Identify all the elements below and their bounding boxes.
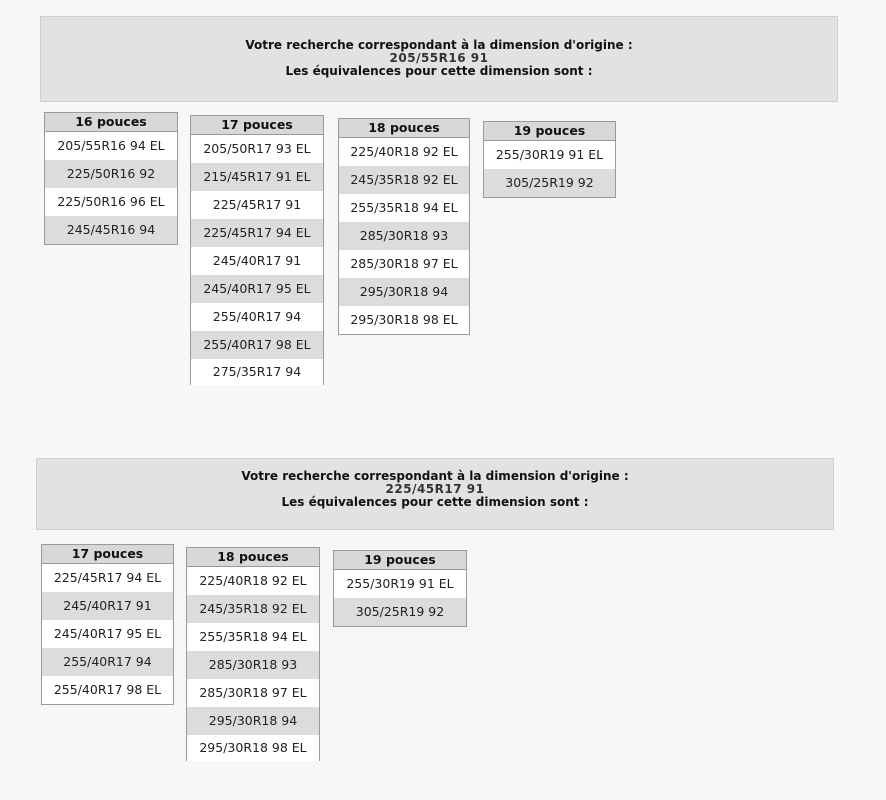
size-row: 295/30R18 94 xyxy=(339,278,469,306)
size-row: 245/40R17 91 xyxy=(212,253,302,268)
size-row: 255/30R19 91 EL xyxy=(495,147,604,162)
column-header: 16 pouces xyxy=(45,113,177,132)
size-column-16 xyxy=(44,112,178,245)
banner-intro: Votre recherche correspondant à la dimension d'origine : xyxy=(245,38,633,52)
column-header: 18 pouces xyxy=(187,548,319,567)
size-row: 245/35R18 92 EL xyxy=(339,166,469,194)
size-row: 225/40R18 92 EL xyxy=(199,573,307,588)
size-column-18 xyxy=(186,547,320,761)
size-row: 295/30R18 98 EL xyxy=(199,740,307,755)
column-header: 17 pouces xyxy=(191,116,323,135)
banner-dimension: 225/45R17 91 xyxy=(385,482,485,496)
size-row: 245/40R17 95 EL xyxy=(53,626,162,641)
size-row: 255/40R17 98 EL xyxy=(191,331,323,359)
column-header: 19 pouces xyxy=(334,551,466,570)
size-row: 245/40R17 91 xyxy=(42,592,173,620)
size-row: 255/30R19 91 EL xyxy=(346,576,454,591)
size-row: 255/40R17 94 xyxy=(212,309,302,324)
size-row: 255/40R17 98 EL xyxy=(53,682,162,697)
banner-subtitle: Les équivalences pour cette dimension sont : xyxy=(285,64,593,78)
size-row: 205/55R16 94 EL xyxy=(57,138,165,153)
size-row: 255/40R17 94 xyxy=(42,648,173,676)
size-row: 305/25R19 92 xyxy=(484,169,615,197)
size-row: 225/45R17 94 EL xyxy=(53,570,162,585)
size-row: 255/35R18 94 EL xyxy=(199,629,307,644)
column-header: 17 pouces xyxy=(42,545,173,564)
size-row: 275/35R17 94 xyxy=(212,364,302,379)
size-row: 245/35R18 92 EL xyxy=(187,595,319,623)
size-column-18 xyxy=(338,118,470,335)
size-column-17 xyxy=(190,115,324,385)
banner-dimension: 205/55R16 91 xyxy=(389,51,489,65)
size-row: 295/30R18 94 xyxy=(187,707,319,735)
size-row: 285/30R18 97 EL xyxy=(199,685,307,700)
size-row: 225/45R17 94 EL xyxy=(191,219,323,247)
size-column-19 xyxy=(483,121,616,198)
size-column-17 xyxy=(41,544,174,705)
size-column-19 xyxy=(333,550,467,627)
size-row: 225/40R18 92 EL xyxy=(350,144,458,159)
column-header: 19 pouces xyxy=(484,122,615,141)
search-banner-1 xyxy=(40,16,838,102)
size-row: 245/45R16 94 xyxy=(45,216,177,244)
size-row: 305/25R19 92 xyxy=(334,598,466,626)
size-row: 285/30R18 97 EL xyxy=(350,256,458,271)
size-row: 205/50R17 93 EL xyxy=(203,141,311,156)
search-banner-2 xyxy=(36,458,834,530)
size-row: 225/45R17 91 xyxy=(212,197,302,212)
size-row: 255/35R18 94 EL xyxy=(350,200,458,215)
size-row: 295/30R18 98 EL xyxy=(350,312,458,327)
column-header: 18 pouces xyxy=(339,119,469,138)
size-row: 215/45R17 91 EL xyxy=(191,163,323,191)
size-row: 285/30R18 93 xyxy=(339,222,469,250)
banner-intro: Votre recherche correspondant à la dimension d'origine : xyxy=(241,469,629,483)
banner-subtitle: Les équivalences pour cette dimension sont : xyxy=(281,495,589,509)
size-row: 245/40R17 95 EL xyxy=(191,275,323,303)
size-row: 285/30R18 93 xyxy=(187,651,319,679)
size-row: 225/50R16 92 xyxy=(45,160,177,188)
size-row: 225/50R16 96 EL xyxy=(57,194,165,209)
